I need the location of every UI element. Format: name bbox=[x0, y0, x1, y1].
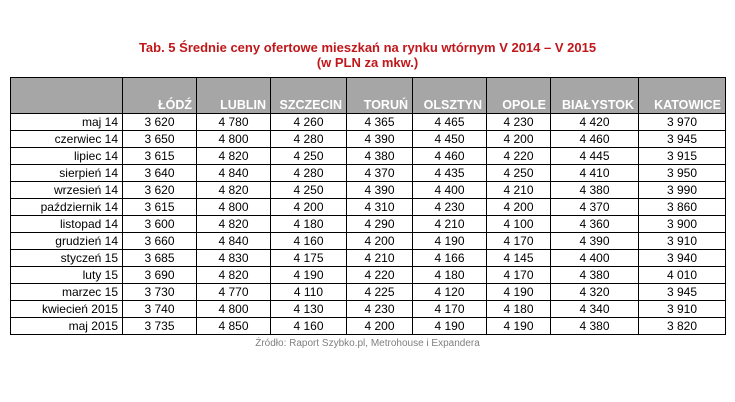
table-cell: 4 250 bbox=[487, 165, 551, 182]
table-cell: 3 650 bbox=[123, 131, 197, 148]
table-cell: 4 445 bbox=[551, 148, 639, 165]
table-cell: 4 170 bbox=[413, 301, 487, 318]
table-cell: 4 180 bbox=[487, 301, 551, 318]
table-cell: 3 820 bbox=[639, 318, 726, 335]
table-cell: 4 820 bbox=[197, 148, 271, 165]
table-cell: 4 190 bbox=[271, 267, 347, 284]
table-cell: 4 230 bbox=[487, 114, 551, 131]
table-cell: 3 620 bbox=[123, 182, 197, 199]
table-cell: 4 160 bbox=[271, 233, 347, 250]
table-row bbox=[11, 165, 726, 182]
row-label: maj 14 bbox=[11, 114, 123, 131]
table-cell: 3 860 bbox=[639, 199, 726, 216]
table-cell: 4 410 bbox=[551, 165, 639, 182]
table-cell: 4 280 bbox=[271, 165, 347, 182]
table-title bbox=[0, 40, 735, 70]
header-spacer-cell bbox=[487, 78, 551, 96]
table-cell: 3 940 bbox=[639, 250, 726, 267]
table-cell: 4 820 bbox=[197, 216, 271, 233]
table-cell: 3 660 bbox=[123, 233, 197, 250]
table-cell: 4 800 bbox=[197, 131, 271, 148]
table-cell: 4 200 bbox=[347, 318, 413, 335]
table-row bbox=[11, 216, 726, 233]
table-cell: 3 945 bbox=[639, 284, 726, 301]
header-spacer-cell bbox=[639, 78, 726, 96]
table-cell: 4 390 bbox=[347, 131, 413, 148]
table-cell: 4 320 bbox=[551, 284, 639, 301]
table-cell: 3 615 bbox=[123, 199, 197, 216]
table-cell: 4 170 bbox=[487, 233, 551, 250]
header-spacer-cell bbox=[347, 78, 413, 96]
table-cell: 3 990 bbox=[639, 182, 726, 199]
table-cell: 4 365 bbox=[347, 114, 413, 131]
row-label: maj 2015 bbox=[11, 318, 123, 335]
table-cell: 4 400 bbox=[413, 182, 487, 199]
table-cell: 3 730 bbox=[123, 284, 197, 301]
table-cell: 4 190 bbox=[487, 284, 551, 301]
price-table bbox=[10, 77, 726, 335]
table-cell: 4 250 bbox=[271, 182, 347, 199]
table-cell: 4 780 bbox=[197, 114, 271, 131]
table-row bbox=[11, 199, 726, 216]
table-row bbox=[11, 284, 726, 301]
table-cell: 4 830 bbox=[197, 250, 271, 267]
table-cell: 3 915 bbox=[639, 148, 726, 165]
header-spacer-cell bbox=[551, 78, 639, 96]
table-cell: 3 685 bbox=[123, 250, 197, 267]
table-cell: 4 390 bbox=[551, 233, 639, 250]
table-cell: 4 190 bbox=[413, 233, 487, 250]
table-cell: 3 690 bbox=[123, 267, 197, 284]
column-header: ŁÓDŹ bbox=[123, 95, 197, 114]
table-cell: 3 970 bbox=[639, 114, 726, 131]
table-cell: 4 225 bbox=[347, 284, 413, 301]
table-cell: 4 465 bbox=[413, 114, 487, 131]
table-cell: 4 166 bbox=[413, 250, 487, 267]
table-cell: 4 220 bbox=[487, 148, 551, 165]
table-cell: 4 200 bbox=[487, 199, 551, 216]
row-label: czerwiec 14 bbox=[11, 131, 123, 148]
table-cell: 4 120 bbox=[413, 284, 487, 301]
table-cell: 4 360 bbox=[551, 216, 639, 233]
table-cell: 4 200 bbox=[271, 199, 347, 216]
table-cell: 3 740 bbox=[123, 301, 197, 318]
column-header: OLSZTYN bbox=[413, 95, 487, 114]
table-cell: 4 770 bbox=[197, 284, 271, 301]
row-label: wrzesień 14 bbox=[11, 182, 123, 199]
table-cell: 3 735 bbox=[123, 318, 197, 335]
column-header: OPOLE bbox=[487, 95, 551, 114]
table-cell: 4 400 bbox=[551, 250, 639, 267]
table-row bbox=[11, 301, 726, 318]
column-header: TORUŃ bbox=[347, 95, 413, 114]
table-cell: 3 615 bbox=[123, 148, 197, 165]
table-cell: 4 310 bbox=[347, 199, 413, 216]
table-row bbox=[11, 233, 726, 250]
table-cell: 4 850 bbox=[197, 318, 271, 335]
table-cell: 3 900 bbox=[639, 216, 726, 233]
table-cell: 4 380 bbox=[347, 148, 413, 165]
column-header: LUBLIN bbox=[197, 95, 271, 114]
row-label: grudzień 14 bbox=[11, 233, 123, 250]
column-header: BIAŁYSTOK bbox=[551, 95, 639, 114]
table-cell: 4 145 bbox=[487, 250, 551, 267]
table-cell: 3 910 bbox=[639, 301, 726, 318]
column-header-row bbox=[11, 95, 726, 114]
table-cell: 4 460 bbox=[413, 148, 487, 165]
table-cell: 4 420 bbox=[551, 114, 639, 131]
table-cell: 4 260 bbox=[271, 114, 347, 131]
table-cell: 4 130 bbox=[271, 301, 347, 318]
table-cell: 4 190 bbox=[413, 318, 487, 335]
table-row bbox=[11, 318, 726, 335]
table-row bbox=[11, 114, 726, 131]
table-cell: 3 945 bbox=[639, 131, 726, 148]
table-cell: 4 820 bbox=[197, 182, 271, 199]
table-cell: 4 370 bbox=[347, 165, 413, 182]
table-cell: 3 600 bbox=[123, 216, 197, 233]
table-cell: 4 435 bbox=[413, 165, 487, 182]
table-cell: 4 800 bbox=[197, 199, 271, 216]
table-cell: 4 840 bbox=[197, 233, 271, 250]
table-cell: 3 640 bbox=[123, 165, 197, 182]
table-cell: 4 370 bbox=[551, 199, 639, 216]
header-spacer-cell bbox=[271, 78, 347, 96]
table-cell: 4 110 bbox=[271, 284, 347, 301]
table-cell: 4 210 bbox=[347, 250, 413, 267]
table-cell: 4 380 bbox=[551, 318, 639, 335]
header-spacer-cell bbox=[11, 78, 123, 96]
table-row bbox=[11, 267, 726, 284]
table-cell: 4 290 bbox=[347, 216, 413, 233]
table-cell: 3 910 bbox=[639, 233, 726, 250]
table-cell: 4 010 bbox=[639, 267, 726, 284]
table-cell: 4 230 bbox=[347, 301, 413, 318]
header-spacer-cell bbox=[197, 78, 271, 96]
table-cell: 4 200 bbox=[347, 233, 413, 250]
row-label: styczeń 15 bbox=[11, 250, 123, 267]
column-header: KATOWICE bbox=[639, 95, 726, 114]
table-cell: 4 175 bbox=[271, 250, 347, 267]
table-row bbox=[11, 182, 726, 199]
table-cell: 4 390 bbox=[347, 182, 413, 199]
table-cell: 4 820 bbox=[197, 267, 271, 284]
row-label: marzec 15 bbox=[11, 284, 123, 301]
table-cell: 4 220 bbox=[347, 267, 413, 284]
corner-cell bbox=[11, 95, 123, 114]
table-cell: 3 950 bbox=[639, 165, 726, 182]
header-spacer-row bbox=[11, 78, 726, 96]
table-cell: 4 200 bbox=[487, 131, 551, 148]
row-label: lipiec 14 bbox=[11, 148, 123, 165]
table-cell: 4 450 bbox=[413, 131, 487, 148]
table-cell: 4 840 bbox=[197, 165, 271, 182]
table-title-line: Tab. 5 Średnie ceny ofertowe mieszkań na rynku wtórnym V 2014 – V 2015 bbox=[138, 40, 597, 55]
table-cell: 4 460 bbox=[551, 131, 639, 148]
column-header: SZCZECIN bbox=[271, 95, 347, 114]
table-cell: 4 180 bbox=[271, 216, 347, 233]
header-spacer-cell bbox=[123, 78, 197, 96]
row-label: luty 15 bbox=[11, 267, 123, 284]
table-cell: 4 800 bbox=[197, 301, 271, 318]
table-cell: 4 280 bbox=[271, 131, 347, 148]
table-subtitle: (w PLN za mkw.) bbox=[316, 55, 419, 70]
table-body bbox=[11, 114, 726, 335]
header-spacer-cell bbox=[413, 78, 487, 96]
table-cell: 4 210 bbox=[487, 182, 551, 199]
table-cell: 4 210 bbox=[413, 216, 487, 233]
table-row bbox=[11, 250, 726, 267]
table-row bbox=[11, 148, 726, 165]
table-cell: 4 230 bbox=[413, 199, 487, 216]
table-cell: 4 380 bbox=[551, 182, 639, 199]
table-cell: 4 340 bbox=[551, 301, 639, 318]
table-cell: 4 170 bbox=[487, 267, 551, 284]
row-label: kwiecień 2015 bbox=[11, 301, 123, 318]
table-cell: 4 250 bbox=[271, 148, 347, 165]
table-cell: 3 620 bbox=[123, 114, 197, 131]
table-cell: 4 180 bbox=[413, 267, 487, 284]
row-label: listopad 14 bbox=[11, 216, 123, 233]
source-note: Źródło: Raport Szybko.pl, Metrohouse i Expandera bbox=[255, 338, 480, 349]
table-cell: 4 380 bbox=[551, 267, 639, 284]
row-label: październik 14 bbox=[11, 199, 123, 216]
table-cell: 4 100 bbox=[487, 216, 551, 233]
row-label: sierpień 14 bbox=[11, 165, 123, 182]
table-row bbox=[11, 131, 726, 148]
table-cell: 4 160 bbox=[271, 318, 347, 335]
table-cell: 4 190 bbox=[487, 318, 551, 335]
